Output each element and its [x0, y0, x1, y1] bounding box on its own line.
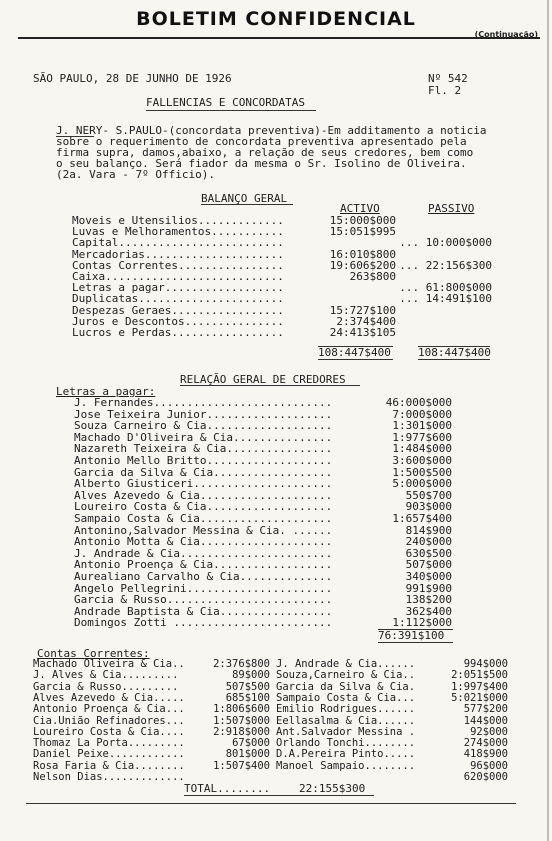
letter-creditor-value: 5:000$000: [392, 477, 452, 491]
balance-row-label: Luvas e Melhoramentos...........: [72, 225, 284, 239]
account-right-name: D.A.Pereira Pinto.....: [276, 748, 416, 761]
account-right-value: 92$000: [470, 725, 508, 738]
balance-row-active: 24:413$105: [329, 326, 396, 339]
letter-creditor-name: Antonino,Salvador Messina & Cia. ......: [74, 523, 333, 537]
balance-row-passive: ... 61:800$000: [399, 281, 492, 295]
balance-row-label: Despezas Geraes.................: [72, 303, 284, 317]
letter-creditor-value: 362$400: [405, 604, 452, 618]
account-left-value: 685$100: [225, 691, 270, 704]
letter-creditor-name: Machado D'Oliveira & Cia...............: [74, 430, 333, 444]
notice-line-4: o seu balanço. Será fiador da mesma o Sr. Isolino de Oliveira.: [56, 157, 467, 170]
sheet-number: Fl. 2: [428, 84, 462, 97]
account-left-name: Machado Oliveira & Cia..: [33, 658, 185, 670]
letter-creditor-value: 1:657$400: [392, 512, 452, 525]
account-left-name: Loureiro Costa & Cia....: [33, 725, 185, 738]
footer-rule: [26, 803, 516, 804]
passive-column-header: PASSIVO: [428, 202, 475, 215]
letter-creditor-name: Antonio Proença & Cia..................: [74, 558, 333, 572]
accounts-heading: Contas Correntes:: [37, 647, 150, 660]
account-right-value: 620$000: [463, 771, 508, 783]
account-right-value: 1:997$400: [451, 680, 508, 693]
balance-row-label: Letras a pagar..................: [72, 281, 284, 295]
account-right-name: Sampaio Costa & Cia...: [276, 691, 416, 704]
account-left-value: 2:376$800: [213, 658, 270, 670]
letter-creditor-value: 630$500: [405, 546, 452, 560]
account-right-value: 274$000: [463, 737, 508, 750]
balance-row-active: 16:010$800: [329, 247, 396, 261]
account-left-value: 1:806$600: [213, 703, 270, 716]
letter-creditor-name: Angelo Pellegrini......................: [74, 581, 333, 595]
letter-creditor-value: 903$000: [405, 500, 452, 514]
notice-line-1: J. NERY- S.PAULO-(concordata preventiva)-Em additamento a noticia: [56, 124, 487, 137]
account-left-name: Rosa Faria & Cia........: [33, 759, 185, 772]
balance-row-active: 2:374$400: [336, 314, 396, 328]
notice-line-5: (2a. Vara - 7º Officio).: [56, 168, 215, 181]
section-title-underline: [146, 110, 316, 111]
letter-creditor-value: 3:600$000: [392, 454, 452, 467]
letter-creditor-name: Souza Carneiro & Cia...................: [74, 419, 333, 433]
bulletin-number: Nº 542: [428, 72, 468, 85]
account-right-name: Garcia da Silva & Cia.: [276, 680, 416, 693]
balance-row-label: Moveis e Utensilios.............: [72, 214, 284, 227]
dateline: SÃO PAULO, 28 DE JUNHO DE 1926: [33, 72, 232, 85]
balance-row-passive: ... 22:156$300: [399, 258, 492, 272]
account-left-name: Nelson Dias.............: [33, 771, 185, 783]
account-left-name: Garcia & Russo.........: [33, 680, 179, 693]
balance-row-passive: ... 14:491$100: [399, 292, 492, 306]
letter-creditor-value: 240$000: [405, 535, 452, 549]
letter-creditor-value: 507$000: [405, 558, 452, 572]
account-right-name: Eellasalma & Cia......: [276, 714, 416, 727]
letter-creditor-name: Aurealiano Carvalho & Cia..............: [74, 570, 333, 583]
letters-heading: Letras a pagar:: [56, 385, 156, 398]
account-left-name: Cia.União Refinadores...: [33, 714, 185, 727]
letter-creditor-value: 1:500$500: [392, 465, 452, 479]
balance-row-active: 15:727$100: [329, 303, 396, 317]
letter-creditor-name: Alberto Giusticeri.....................: [74, 477, 333, 491]
creditors-title: RELAÇÃO GERAL DE CREDORES: [180, 373, 346, 386]
account-right-value: 96$000: [470, 759, 508, 772]
account-right-value: 994$000: [463, 658, 508, 670]
letter-creditor-value: 7:000$000: [392, 407, 452, 421]
account-right-value: 418$900: [463, 748, 508, 761]
balance-double-rule-passive: [418, 359, 490, 360]
account-left-value: 1:507$400: [213, 759, 270, 772]
balance-row-label: Mercadorias.....................: [72, 247, 284, 261]
page-edge-shadow: [547, 0, 549, 841]
section-title: FALLENCIAS E CONCORDATAS: [146, 96, 305, 109]
notice-line-2: sobre o requerimento de concordata preventiva apresentado pela: [56, 135, 467, 148]
letter-creditor-name: J. Fernandes...........................: [74, 396, 333, 409]
account-left-name: Alves Azevedo & Cia.....: [33, 691, 185, 704]
letter-creditor-value: 1:484$000: [392, 442, 452, 456]
continuation-label: (Continuação): [474, 30, 538, 39]
accounts-total-rule: [184, 795, 374, 796]
balance-row-active: 19:606$200: [329, 258, 396, 272]
account-right-name: Orlando Tonchi........: [276, 737, 416, 750]
letter-creditor-name: Antonio Mello Britto...................: [74, 454, 333, 467]
bulletin-title: BOLETIM CONFIDENCIAL: [136, 8, 416, 30]
balance-row-label: Caixa...........................: [72, 270, 284, 283]
letter-creditor-value: 814$900: [405, 523, 452, 537]
account-right-value: 144$000: [463, 714, 508, 727]
account-right-value: 2:051$500: [451, 669, 508, 682]
balance-row-label: Capital.........................: [72, 236, 284, 250]
balance-row-label: Lucros e Perdas.................: [72, 326, 284, 339]
letter-creditor-value: 1:977$600: [392, 430, 452, 444]
balance-row-active: 263$800: [349, 270, 396, 283]
account-left-value: 1:507$000: [213, 714, 270, 727]
account-right-name: Emilio Rodrigues......: [276, 703, 416, 716]
active-column-header: ACTIVO: [340, 202, 380, 215]
letter-creditor-name: Andrade Baptista & Cia.................: [74, 604, 333, 618]
accounts-total-label: TOTAL........: [184, 782, 271, 795]
letter-creditor-name: Domingos Zotti ........................: [74, 616, 333, 630]
balance-double-rule-active: [318, 359, 393, 360]
account-left-value: 801$000: [225, 748, 270, 761]
letter-creditor-value: 340$000: [405, 570, 452, 583]
account-left-value: 507$500: [225, 680, 270, 693]
letter-creditor-name: Sampaio Costa & Cia....................: [74, 512, 333, 525]
letter-creditor-value: 46:000$000: [385, 396, 452, 409]
balance-title: BALANÇO GERAL: [201, 192, 288, 205]
account-right-name: Ant.Salvador Messina .: [276, 725, 416, 738]
balance-title-underline: [201, 204, 293, 205]
balance-total-passive: 108:447$400: [418, 346, 491, 359]
account-left-name: Antonio Proença & Cia...: [33, 703, 185, 716]
account-left-name: Daniel Peixe............: [33, 748, 185, 761]
account-right-name: J. Andrade & Cia......: [276, 658, 416, 670]
account-right-value: 577$200: [463, 703, 508, 716]
letter-creditor-value: 991$900: [405, 581, 452, 595]
letters-total-double-rule: [378, 642, 453, 643]
letter-creditor-name: Loureiro Costa & Cia...................: [74, 500, 333, 514]
balance-total-active: 108:447$400: [318, 346, 391, 359]
letters-total: 76:391$100: [378, 629, 445, 642]
letter-creditor-value: 550$700: [405, 488, 452, 502]
balance-row-label: Contas Correntes................: [72, 258, 284, 272]
account-left-value: 2:918$000: [213, 725, 270, 738]
balance-row-active: 15:051$995: [329, 225, 396, 239]
account-left-name: Thomaz La Porta.........: [33, 737, 185, 750]
letter-creditor-value: 138$200: [405, 593, 452, 607]
creditors-title-underline: [180, 385, 360, 386]
account-right-name: Souza,Carneiro & Cia..: [276, 669, 416, 682]
account-left-value: 89$000: [232, 669, 270, 682]
letter-creditor-name: Antonio Motta & Cia....................: [74, 535, 333, 549]
balance-row-label: Juros e Descontos...............: [72, 314, 284, 328]
header-rule: [18, 37, 540, 39]
letter-creditor-name: Garcia da Silva & Cia..................: [74, 465, 333, 479]
letter-creditor-value: 1:301$000: [392, 419, 452, 433]
balance-row-passive: ... 10:000$000: [399, 236, 492, 250]
balance-row-label: Duplicatas......................: [72, 292, 284, 306]
account-left-name: J. Alves & Cia.........: [33, 669, 179, 682]
account-left-value: 67$000: [232, 737, 270, 750]
notice-line-3: firma supra, damos,abaixo, a relação de seus credores, bem como: [56, 146, 474, 159]
letter-creditor-name: Nazareth Teixeira & Cia................: [74, 442, 333, 456]
letter-creditor-name: Jose Teixeira Junior...................: [74, 407, 333, 421]
letter-creditor-name: Garcia & Russo.........................: [74, 593, 333, 607]
letter-creditor-name: Alves Azevedo & Cia....................: [74, 488, 333, 502]
account-right-name: Manoel Sampaio........: [276, 759, 416, 772]
balance-row-active: 15:000$000: [329, 214, 396, 227]
letter-creditor-value: 1:112$000: [392, 616, 452, 630]
account-right-value: 5:021$000: [451, 691, 508, 704]
accounts-total-value: 22:155$300: [299, 782, 366, 795]
letter-creditor-name: J. Andrade & Cia.......................: [74, 546, 333, 560]
